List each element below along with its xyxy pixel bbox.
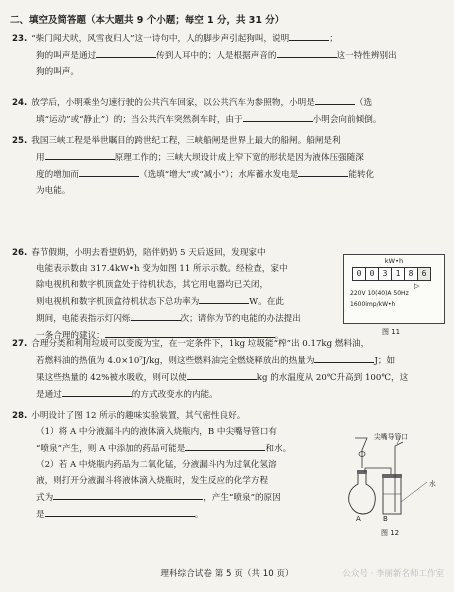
answer-blank[interactable] xyxy=(131,310,181,321)
meter-digit: 3 xyxy=(378,267,392,281)
watermark: 公众号 · 李丽新名师工作室 xyxy=(342,569,444,579)
question-number: 27. xyxy=(12,339,28,349)
answer-blank[interactable] xyxy=(314,352,374,363)
indicator-light-icon: ▷ xyxy=(414,282,420,290)
question-24: 24. 放学后，小明乘坐匀速行驶的公共汽车回家，以公共汽车为参照物，小明是 （选 填“运动”或“静止”）的；当公共汽车突然刹车时，由于 小明会向前倾倒。 xyxy=(12,94,381,128)
answer-blank[interactable] xyxy=(199,293,249,304)
meter-spec: 1600imp/kW•h xyxy=(350,301,396,308)
water-label: 水 xyxy=(429,480,436,488)
figure-caption: 图 12 xyxy=(381,529,400,537)
meter-digit: 6 xyxy=(417,267,431,281)
meter-spec: 220V 10(40)A 50Hz xyxy=(350,290,409,297)
question-27: 27. 合理分类和利用垃圾可以变废为宝，在一定条件下，1kg 垃圾能“榨”出 0.17kg 燃料油， 若燃料油的热值为 4.0×10⁷J/kg，则这些燃料油完全燃烧释放出的热量为 J；如 果这些热量的 42%被水吸收，则可以使 kg 的水温度从 20℃升高到 100℃，这 是通过 的方式改变水的内能。 xyxy=(12,339,409,400)
meter-digit: 8 xyxy=(404,267,418,281)
electricity-meter-figure xyxy=(343,254,445,324)
meter-unit: kW•h xyxy=(384,257,404,265)
question-number: 28. xyxy=(12,411,28,421)
page-footer: 理科综合试卷 第 5 页（共 10 页） xyxy=(160,569,294,579)
answer-blank[interactable] xyxy=(62,386,132,397)
tube-label: 尖嘴导管口 xyxy=(374,433,408,441)
question-number: 25. xyxy=(12,136,28,146)
experiment-apparatus-figure xyxy=(343,428,448,518)
question-23: 23. “柴门闻犬吠，风雪夜归人”这一诗句中，人的脚步声引起狗叫，说明 ； 狗的叫声是通过 传到人耳中的；人是根据声音的 这一特性辨别出 狗的叫声。 xyxy=(12,30,397,80)
answer-blank[interactable] xyxy=(185,440,265,451)
answer-blank[interactable] xyxy=(298,166,348,177)
question-28: 28. 小明设计了图 12 所示的趣味实验装置，其气密性良好。 （1）将 A 中分液漏斗内的液体滴入烧瓶内，B 中尖嘴导管口有 “喷泉”产生，则 A 中添加的药品可能是 和水。 （2）若 A 中烧瓶内药品为二氧化锰，分液漏斗内为过氧化氢溶 液，则打开分液漏斗将液体滴入烧瓶时，发生反应的化学方程 式为 ，产生“喷泉”的原因 是 。 xyxy=(12,411,292,520)
meter-digit: 1 xyxy=(391,267,405,281)
section-title: 二、填空及简答题（本大题共 9 个小题；每空 1 分，共 31 分） xyxy=(10,15,285,26)
question-number: 24. xyxy=(12,98,28,108)
vessel-b-label: B xyxy=(383,515,388,523)
question-number: 23. xyxy=(12,34,28,44)
meter-digits xyxy=(353,267,431,281)
figure-caption: 图 11 xyxy=(382,328,401,336)
answer-blank[interactable] xyxy=(289,30,329,41)
answer-blank[interactable] xyxy=(45,506,195,517)
flask-a-label: A xyxy=(356,515,361,523)
meter-digit: 0 xyxy=(352,267,366,281)
answer-blank[interactable] xyxy=(45,149,115,160)
question-25: 25. 我国三峡工程是举世瞩目的跨世纪工程，三峡船闸是世界上最大的船闸。船闸是利 用 原理工作的；三峡大坝设计成上窄下宽的形状是因为液体压强随深 度的增加而 （选填“增大”或“减小”）；水库蓄水发电是 能转化 为电能。 xyxy=(12,136,375,196)
meter-digit: 0 xyxy=(365,267,379,281)
answer-blank[interactable] xyxy=(96,47,156,58)
answer-blank[interactable] xyxy=(53,489,203,500)
answer-blank[interactable] xyxy=(315,94,355,105)
answer-blank[interactable] xyxy=(277,47,337,58)
answer-blank[interactable] xyxy=(243,111,313,122)
answer-blank[interactable] xyxy=(79,166,139,177)
question-26: 26. 春节假期，小明去看望奶奶，陪伴奶奶 5 天后返回，发现家中 电能表示数由 317.4kW•h 变为如图 11 所示示数。经检查，家中 除电视机和数字机顶盒处于待机状态，其它用电器均已关闭， 则电视机和数字机顶盒待机状态下总功率为 W。在此 期间，电能表指示灯闪烁 次；请你为节约电能的办法提出 一条合理的建议： 。 xyxy=(12,248,301,341)
question-number: 26. xyxy=(12,248,28,258)
answer-blank[interactable] xyxy=(187,369,257,380)
